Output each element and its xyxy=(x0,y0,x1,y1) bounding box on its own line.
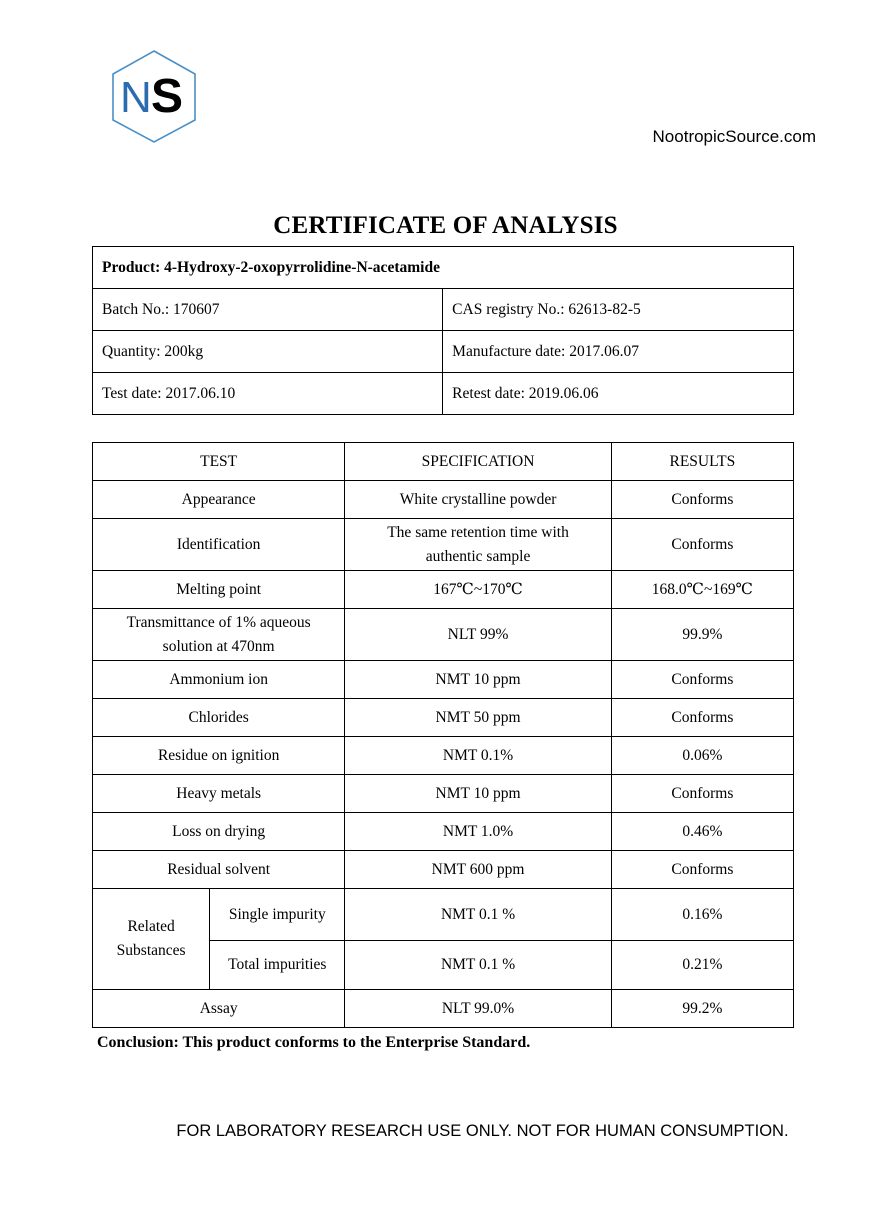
specification: NMT 1.0% xyxy=(345,813,611,851)
ns-logo xyxy=(108,48,200,144)
test-name: Assay xyxy=(93,990,345,1028)
related-line: Related xyxy=(127,918,175,935)
table-row xyxy=(93,519,794,571)
result: Conforms xyxy=(611,519,793,571)
manufacture-date: Manufacture date: 2017.06.07 xyxy=(443,331,794,373)
specification: 167℃~170℃ xyxy=(345,571,611,609)
test-name: Melting point xyxy=(93,571,345,609)
site-url: NootropicSource.com xyxy=(652,127,816,146)
specification: NMT 10 ppm xyxy=(345,661,611,699)
logo-letter-n: N xyxy=(120,73,152,122)
logo-letter-s: S xyxy=(151,70,184,123)
test-name: Residue on ignition xyxy=(93,737,345,775)
related-substances-label xyxy=(93,889,210,990)
result: Conforms xyxy=(611,851,793,889)
quantity: Quantity: 200kg xyxy=(93,331,443,373)
specification: NMT 0.1 % xyxy=(345,889,611,941)
test-name: Loss on drying xyxy=(93,813,345,851)
header-results: RESULTS xyxy=(611,443,793,481)
table-row xyxy=(93,737,794,775)
table-row xyxy=(93,661,794,699)
header-spec: SPECIFICATION xyxy=(345,443,611,481)
conclusion: Conclusion: This product conforms to the Enterprise Standard. xyxy=(97,1034,531,1051)
result: 168.0℃~169℃ xyxy=(611,571,793,609)
test-name: Ammonium ion xyxy=(93,661,345,699)
test-name: Identification xyxy=(93,519,345,571)
spec-line: The same retention time with xyxy=(387,523,569,541)
quantity-row xyxy=(93,331,794,373)
result: 0.21% xyxy=(611,941,793,990)
test-line: Transmittance of 1% aqueous xyxy=(126,613,311,631)
result: 99.9% xyxy=(611,609,793,661)
batch-row xyxy=(93,289,794,331)
header-row xyxy=(93,443,794,481)
specification: NMT 50 ppm xyxy=(345,699,611,737)
table-row xyxy=(93,481,794,519)
specification: White crystalline powder xyxy=(345,481,611,519)
specification: NLT 99% xyxy=(345,609,611,661)
batch-number: Batch No.: 170607 xyxy=(93,289,443,331)
product-row xyxy=(93,247,794,289)
result: Conforms xyxy=(611,775,793,813)
related-line: Substances xyxy=(116,942,186,959)
hexagon-logo-icon xyxy=(108,48,200,144)
test-name: Appearance xyxy=(93,481,345,519)
test-name: Residual solvent xyxy=(93,851,345,889)
result: Conforms xyxy=(611,661,793,699)
result: Conforms xyxy=(611,481,793,519)
document-title: CERTIFICATE OF ANALYSIS xyxy=(273,212,618,239)
analysis-table xyxy=(92,442,794,1028)
cas-number: CAS registry No.: 62613-82-5 xyxy=(443,289,794,331)
result: Conforms xyxy=(611,699,793,737)
result: 0.46% xyxy=(611,813,793,851)
header-test: TEST xyxy=(93,443,345,481)
product-cell xyxy=(93,247,794,289)
test-name: Chlorides xyxy=(93,699,345,737)
specification: NMT 600 ppm xyxy=(345,851,611,889)
specification: NMT 0.1% xyxy=(345,737,611,775)
test-date: Test date: 2017.06.10 xyxy=(93,373,443,415)
test-name: Single impurity xyxy=(210,889,345,941)
test-name: Heavy metals xyxy=(93,775,345,813)
result: 0.06% xyxy=(611,737,793,775)
table-row xyxy=(93,571,794,609)
retest-date: Retest date: 2019.06.06 xyxy=(443,373,794,415)
date-row xyxy=(93,373,794,415)
product-value: 4-Hydroxy-2-oxopyrrolidine-N-acetamide xyxy=(164,258,440,276)
spec-line: authentic sample xyxy=(425,547,531,565)
table-row xyxy=(93,699,794,737)
specification xyxy=(345,519,611,571)
specification: NLT 99.0% xyxy=(345,990,611,1028)
product-info-table xyxy=(92,246,794,415)
specification: NMT 0.1 % xyxy=(345,941,611,990)
table-row xyxy=(93,889,794,941)
product-label: Product: xyxy=(102,258,161,276)
table-row xyxy=(93,775,794,813)
test-name: Total impurities xyxy=(210,941,345,990)
table-row xyxy=(93,851,794,889)
result: 99.2% xyxy=(611,990,793,1028)
test-name xyxy=(93,609,345,661)
table-row xyxy=(93,609,794,661)
table-row xyxy=(93,813,794,851)
test-line: solution at 470nm xyxy=(162,637,275,655)
specification: NMT 10 ppm xyxy=(345,775,611,813)
result: 0.16% xyxy=(611,889,793,941)
table-row xyxy=(93,990,794,1028)
disclaimer-footer: FOR LABORATORY RESEARCH USE ONLY. NOT FOR HUMAN CONSUMPTION. xyxy=(176,1122,789,1140)
